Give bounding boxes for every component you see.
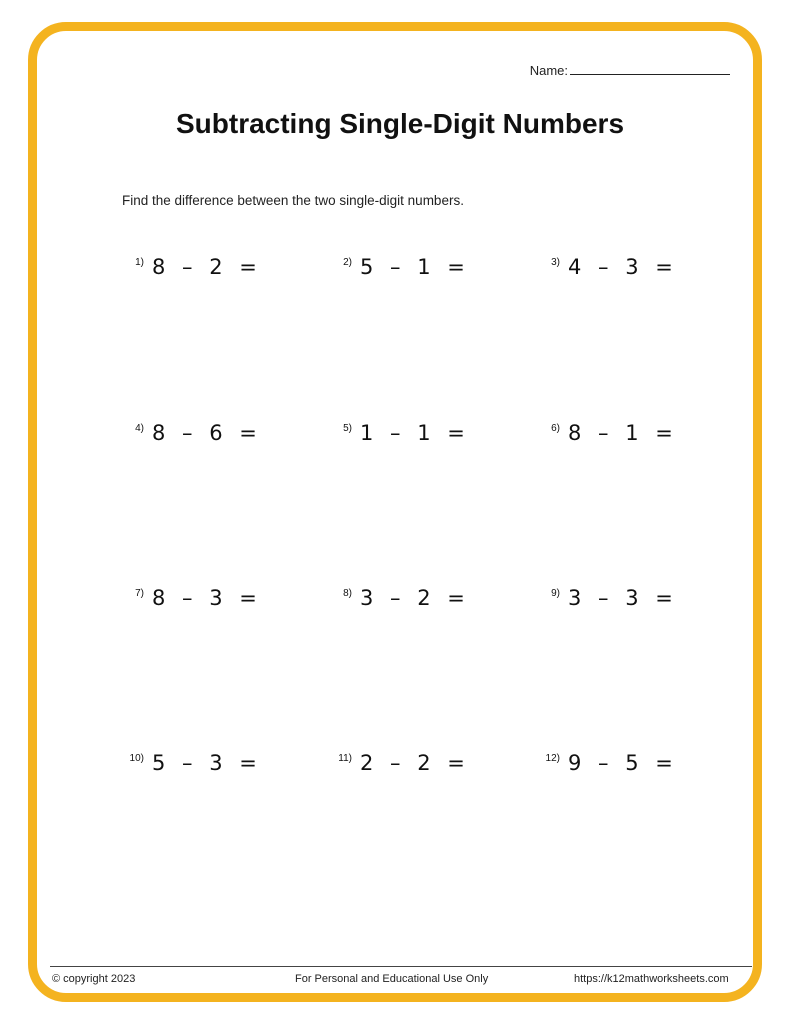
footer-copyright: © copyright 2023 bbox=[52, 973, 136, 985]
problem-expression: 8 – 3 = bbox=[152, 586, 260, 610]
problem-expression: 2 – 2 = bbox=[360, 751, 468, 775]
problem-number: 10) bbox=[129, 753, 144, 764]
problem-expression: 5 – 1 = bbox=[360, 255, 468, 279]
problem-expression: 4 – 3 = bbox=[568, 255, 676, 279]
problem-expression: 3 – 3 = bbox=[568, 586, 676, 610]
footer-url[interactable]: https://k12mathworksheets.com bbox=[574, 973, 729, 985]
problem-row bbox=[122, 586, 682, 626]
problem-item bbox=[122, 586, 260, 610]
problem-row bbox=[122, 421, 682, 461]
problem-item bbox=[330, 421, 468, 445]
problem-row bbox=[122, 255, 682, 295]
problem-number: 6) bbox=[551, 423, 560, 434]
problem-item bbox=[122, 421, 260, 445]
problem-item bbox=[538, 255, 676, 279]
problem-number: 1) bbox=[135, 257, 144, 268]
problem-item bbox=[330, 586, 468, 610]
footer-usage: For Personal and Educational Use Only bbox=[295, 973, 489, 985]
problem-item bbox=[330, 255, 468, 279]
page-border bbox=[28, 22, 762, 1002]
problem-expression: 5 – 3 = bbox=[152, 751, 260, 775]
problem-expression: 9 – 5 = bbox=[568, 751, 676, 775]
problem-number: 3) bbox=[551, 257, 560, 268]
problem-expression: 8 – 2 = bbox=[152, 255, 260, 279]
problem-number: 9) bbox=[551, 588, 560, 599]
problem-item bbox=[330, 751, 468, 775]
problem-expression: 1 – 1 = bbox=[360, 421, 468, 445]
problem-number: 11) bbox=[338, 753, 352, 764]
problem-number: 5) bbox=[343, 423, 352, 434]
problem-item bbox=[122, 255, 260, 279]
problem-expression: 8 – 6 = bbox=[152, 421, 260, 445]
problem-number: 2) bbox=[343, 257, 352, 268]
problem-number: 4) bbox=[135, 423, 144, 434]
problem-item bbox=[538, 421, 676, 445]
problem-expression: 8 – 1 = bbox=[568, 421, 676, 445]
problem-expression: 3 – 2 = bbox=[360, 586, 468, 610]
page-title: Subtracting Single-Digit Numbers bbox=[175, 108, 625, 139]
name-blank[interactable] bbox=[570, 62, 730, 75]
problem-number: 7) bbox=[135, 588, 144, 599]
problem-number: 12) bbox=[545, 753, 560, 764]
problem-row bbox=[122, 751, 682, 791]
problem-item bbox=[538, 751, 676, 775]
footer-divider bbox=[50, 966, 752, 967]
problem-number: 8) bbox=[343, 588, 352, 599]
problem-item bbox=[538, 586, 676, 610]
name-field[interactable] bbox=[530, 62, 730, 78]
problem-item bbox=[122, 751, 260, 775]
instructions: Find the difference between the two single-digit numbers. bbox=[122, 193, 464, 208]
name-label: Name: bbox=[529, 63, 568, 78]
